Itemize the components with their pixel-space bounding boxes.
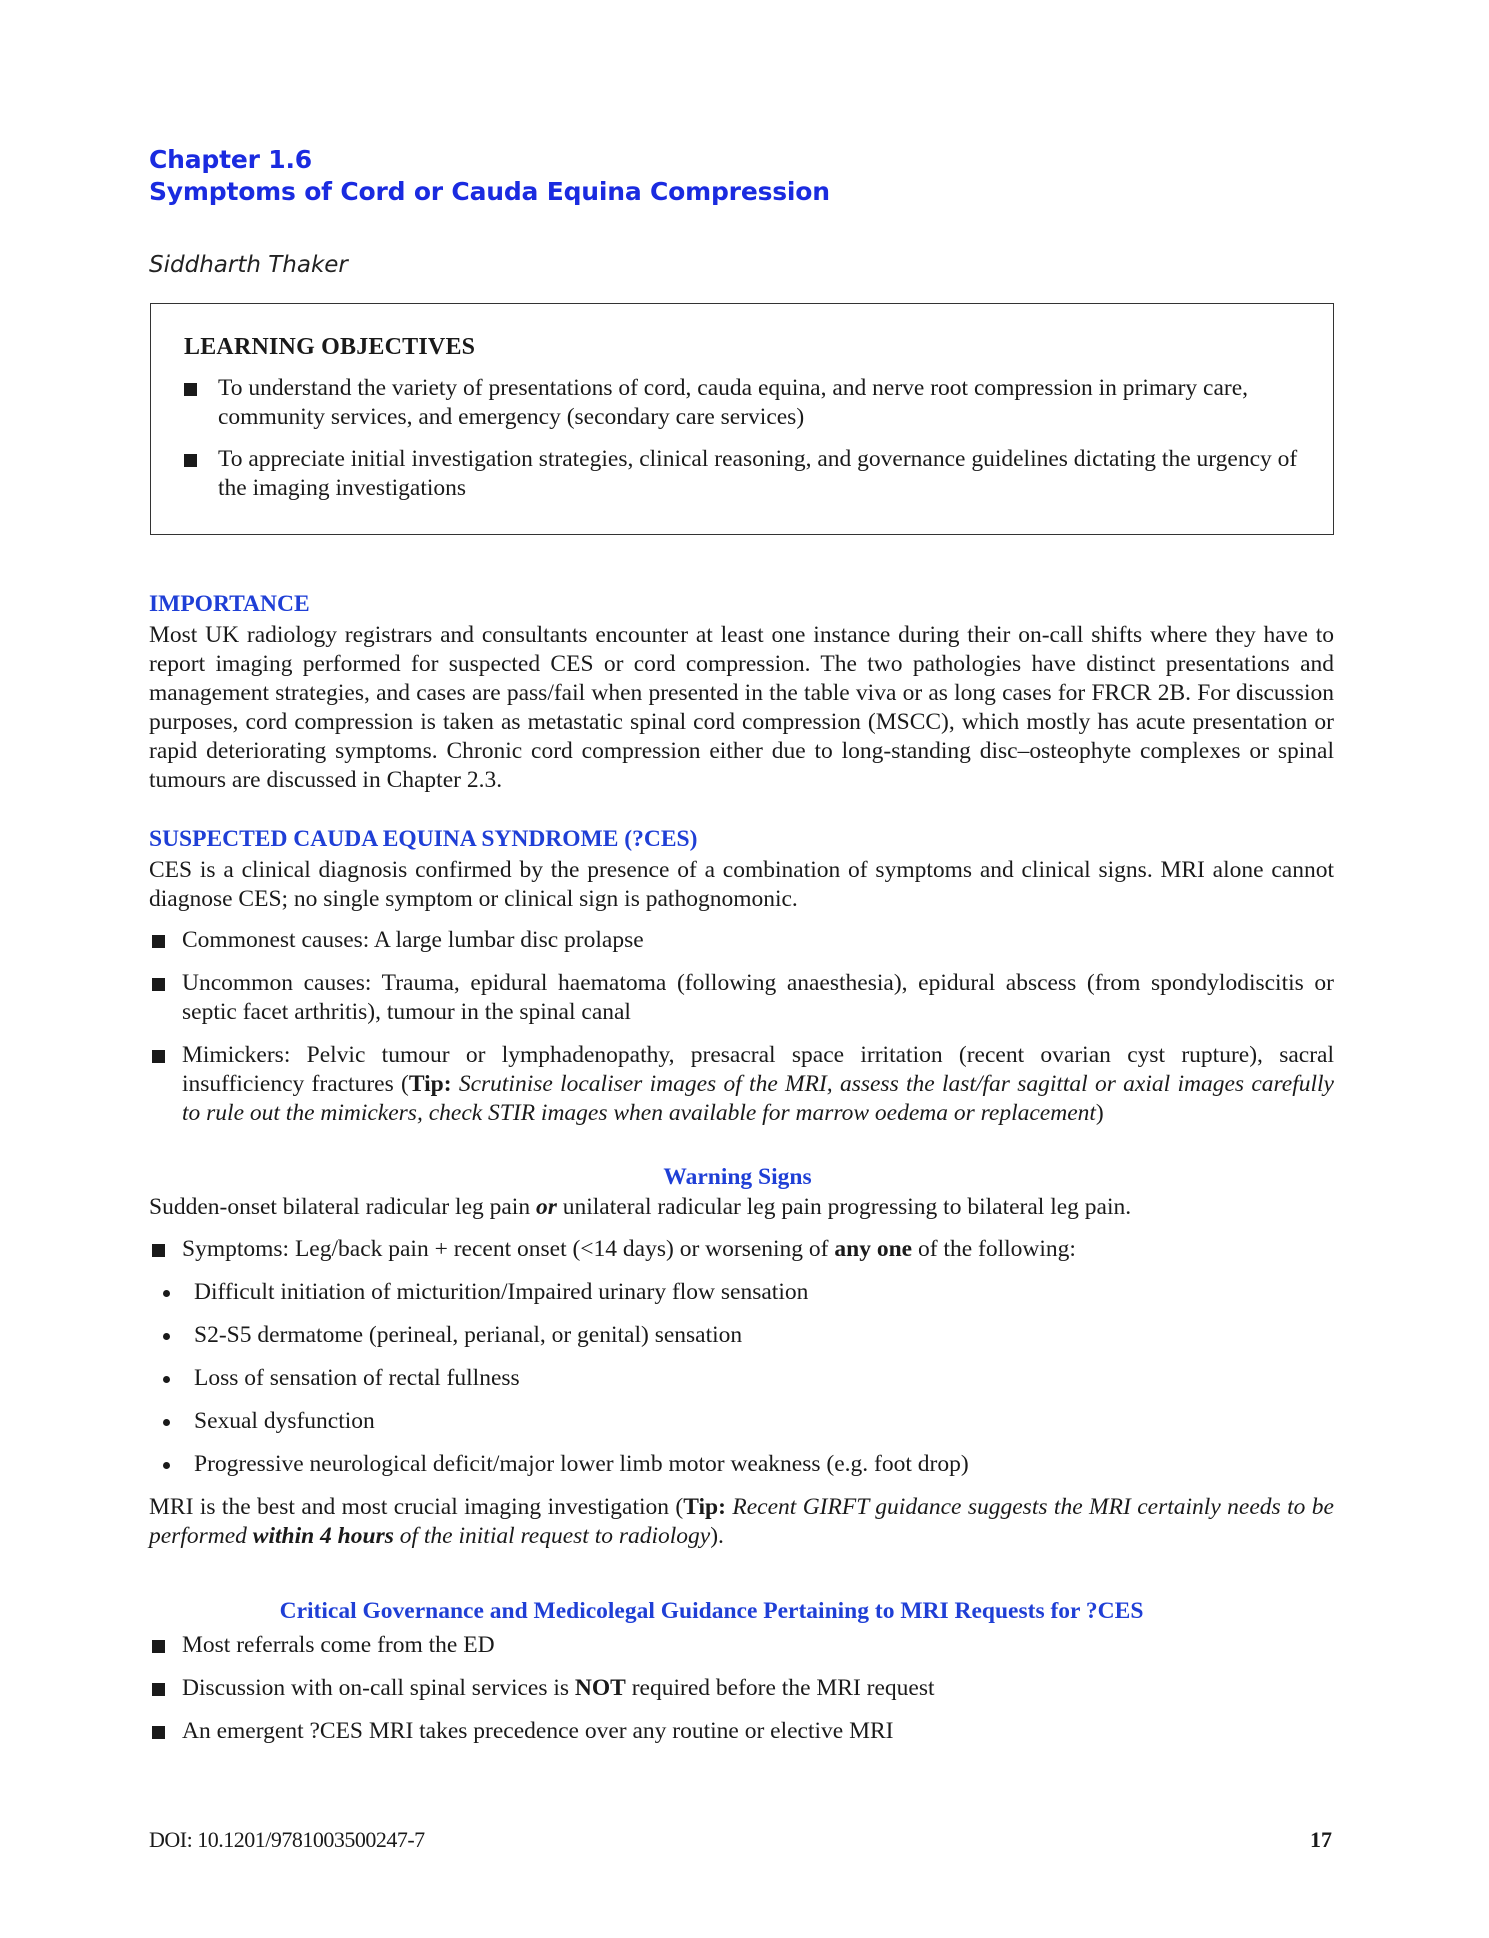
importance-paragraph: Most UK radiology registrars and consultants encounter at least one instance during their on-call shifts where they have to report imaging performed for suspected CES or cord compression. The two pathologies have distinct presentations and management strategies, and cases are pass/fail when presented in the table viva or as long cases for FRCR 2B. For discussion purposes, cord compression is taken as metastatic spinal cord compression (MSCC), which mostly has acute presentation or rapid deteriorating symptoms. Chronic cord compression either due to long-standing disc–osteophyte complexes or spinal tumours are discussed in Chapter 2.3.: [149, 622, 1334, 793]
tip-label: Tip:: [408, 1071, 452, 1097]
list-item: Most referrals come from the ED: [149, 1631, 1334, 1660]
sub-list-item: Difficult initiation of micturition/Impaired urinary flow sensation: [149, 1278, 1334, 1307]
mri-paragraph: MRI is the best and most crucial imaging investigation (Tip: Recent GIRFT guidance suggests the MRI certainly needs to be performed within 4 hours of the initial request to radiology).: [149, 1494, 1334, 1549]
round-bullet-icon: [163, 1462, 170, 1469]
learning-objective-item: To appreciate initial investigation strategies, clinical reasoning, and governance guidelines dictating the urgency of the imaging investigations: [184, 445, 1304, 503]
list-item: Commonest causes: A large lumbar disc prolapse: [149, 926, 1334, 955]
list-item: Symptoms: Leg/back pain + recent onset (<14 days) or worsening of any one of the following: Difficult initiation of micturition/Impaired urinary flow sensation S2-S5 dermatome (perineal, perianal, or genital) sensation Loss of sensation of rectal fullness Sexual dysfunction Progressive neurological deficit/major lower limb motor weakness (e.g. foot drop): [149, 1235, 1334, 1479]
ces-section: [149, 826, 1334, 1142]
square-bullet-icon: [184, 383, 197, 396]
square-bullet-icon: [152, 1726, 165, 1739]
warning-signs-heading: Warning Signs: [663, 1164, 812, 1190]
list-item: Uncommon causes: Trauma, epidural haematoma (following anaesthesia), epidural abscess (from spondylodiscitis or septic facet arthritis), tumour in the spinal canal: [149, 969, 1334, 1027]
list-item: Mimickers: Pelvic tumour or lymphadenopathy, presacral space irritation (recent ovarian cyst rupture), sacral insufficiency fractures (Tip: Scrutinise localiser images of the MRI, assess the last/far sagittal or axial images carefully to rule out the mimickers, check STIR images when available for marrow oedema or replacement): [149, 1041, 1334, 1128]
chapter-author: Siddharth Thaker: [149, 252, 348, 278]
learning-objectives-title: LEARNING OBJECTIVES: [184, 334, 476, 360]
sub-list-item: S2-S5 dermatome (perineal, perianal, or genital) sensation: [149, 1321, 1334, 1350]
warning-signs-intro: Sudden-onset bilateral radicular leg pain or unilateral radicular leg pain progressing to bilateral leg pain.: [149, 1194, 1132, 1220]
square-bullet-icon: [152, 1640, 165, 1653]
round-bullet-icon: [163, 1376, 170, 1383]
square-bullet-icon: [152, 1050, 165, 1063]
square-bullet-icon: [184, 454, 197, 467]
round-bullet-icon: [163, 1419, 170, 1426]
symptom-sublist: [149, 1278, 1334, 1479]
sub-list-item: Progressive neurological deficit/major lower limb motor weakness (e.g. foot drop): [149, 1450, 1334, 1479]
chapter-number: Chapter 1.6: [149, 145, 312, 174]
governance-section: [149, 1598, 1334, 1760]
sub-list-item: Loss of sensation of rectal fullness: [149, 1364, 1334, 1393]
importance-section: [149, 591, 1334, 795]
importance-heading: IMPORTANCE: [149, 591, 310, 617]
learning-objectives-list: [184, 374, 1304, 516]
list-item: An emergent ?CES MRI takes precedence over any routine or elective MRI: [149, 1717, 1334, 1746]
square-bullet-icon: [152, 978, 165, 991]
warning-symptoms-list: [149, 1235, 1334, 1479]
round-bullet-icon: [163, 1290, 170, 1297]
governance-list: [149, 1631, 1334, 1746]
list-item: Discussion with on-call spinal services is NOT required before the MRI request: [149, 1674, 1334, 1703]
chapter-title: Symptoms of Cord or Cauda Equina Compression: [149, 177, 830, 206]
square-bullet-icon: [152, 935, 165, 948]
learning-objectives-box: [150, 303, 1334, 535]
sub-list-item: Sexual dysfunction: [149, 1407, 1334, 1436]
square-bullet-icon: [152, 1683, 165, 1696]
square-bullet-icon: [152, 1244, 165, 1257]
ces-heading: SUSPECTED CAUDA EQUINA SYNDROME (?CES): [149, 826, 698, 852]
chapter-heading: [149, 144, 830, 208]
page-number: 17: [1310, 1827, 1332, 1852]
tip-label: Tip:: [683, 1494, 726, 1520]
round-bullet-icon: [163, 1333, 170, 1340]
ces-paragraph: CES is a clinical diagnosis confirmed by the presence of a combination of symptoms and clinical signs. MRI alone cannot diagnose CES; no single symptom or clinical sign is pathognomonic.: [149, 857, 1334, 912]
warning-signs-section: [149, 1164, 1334, 1551]
tip-text: Scrutinise localiser images of the MRI, assess the last/far sagittal or axial images carefully to rule out the mimickers, check STIR images when available for marrow oedema or replacement: [182, 1071, 1334, 1126]
footer-doi: DOI: 10.1201/9781003500247-7: [149, 1827, 425, 1852]
learning-objective-item: To understand the variety of presentations of cord, cauda equina, and nerve root compression in primary care, community services, and emergency (secondary care services): [184, 374, 1304, 432]
governance-heading: Critical Governance and Medicolegal Guidance Pertaining to MRI Requests for ?CES: [279, 1598, 1144, 1624]
ces-causes-list: [149, 926, 1334, 1128]
